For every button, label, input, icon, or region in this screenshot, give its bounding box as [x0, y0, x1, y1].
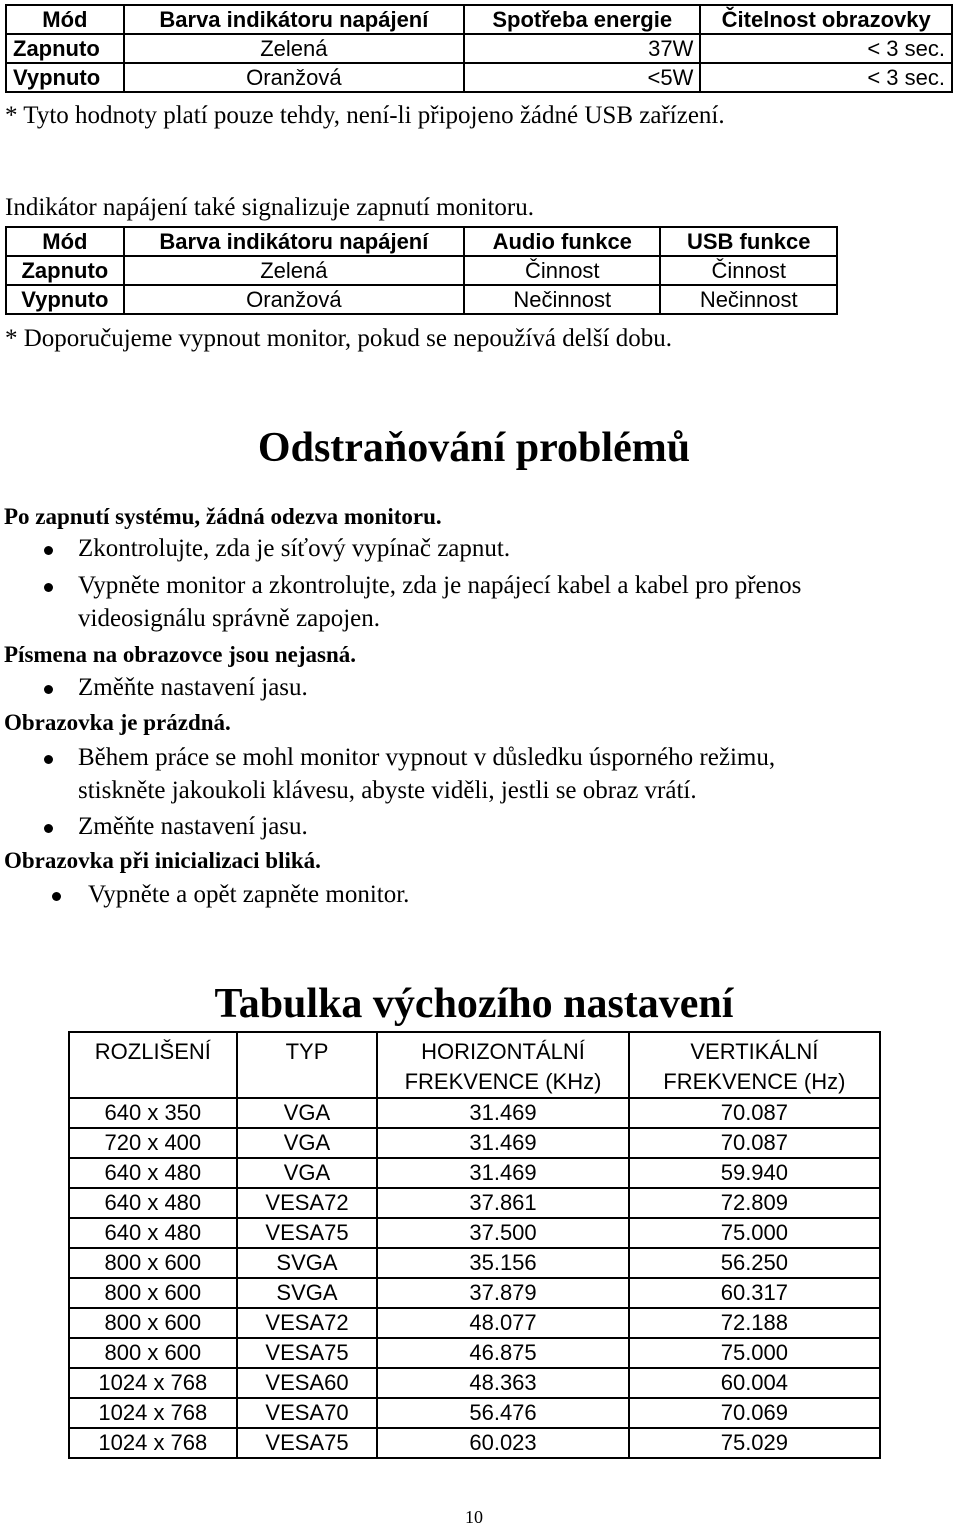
- column-header: Barva indikátoru napájení: [124, 5, 464, 34]
- table-row: [69, 1098, 880, 1128]
- table-header-row: [69, 1032, 880, 1098]
- table-cell: Činnost: [660, 256, 837, 285]
- column-header: Mód: [6, 5, 124, 34]
- table-cell: SVGA: [237, 1248, 378, 1278]
- table-header-row: [6, 5, 952, 34]
- bullet-icon: [52, 892, 61, 901]
- solution-item: Zkontrolujte, zda je síťový vypínač zapnut.: [78, 535, 511, 562]
- table-cell: 31.469: [377, 1098, 628, 1128]
- table-cell: SVGA: [237, 1278, 378, 1308]
- power-off-recommendation: * Doporučujeme vypnout monitor, pokud se nepoužívá delší dobu.: [5, 325, 672, 352]
- table-cell: Činnost: [464, 256, 660, 285]
- table-cell: 72.809: [629, 1188, 880, 1218]
- table-cell: VGA: [237, 1158, 378, 1188]
- problem-heading: Písmena na obrazovce jsou nejasná.: [4, 642, 357, 667]
- table-cell: 72.188: [629, 1308, 880, 1338]
- column-header-horizontal-frequency: HORIZONTÁLNÍ FREKVENCE (KHz): [377, 1032, 628, 1098]
- troubleshooting-title: Odstraňování problémů: [257, 425, 691, 471]
- table-cell: 35.156: [377, 1248, 628, 1278]
- table-cell: 75.000: [629, 1338, 880, 1368]
- bullet-icon: [44, 824, 53, 833]
- table-row: [69, 1128, 880, 1158]
- page-number: 10: [465, 1507, 483, 1527]
- table-cell: 37.879: [377, 1278, 628, 1308]
- table-row: [69, 1368, 880, 1398]
- table-cell: 640 x 480: [69, 1188, 237, 1218]
- solution-item: Vypněte a opět zapněte monitor.: [88, 881, 410, 908]
- table-row: [6, 285, 837, 314]
- table-cell: <5W: [464, 63, 700, 92]
- table-cell: Oranžová: [124, 63, 464, 92]
- table-cell: 800 x 600: [69, 1308, 237, 1338]
- table-cell: 70.087: [629, 1098, 880, 1128]
- column-header: Audio funkce: [464, 227, 660, 256]
- table-row: [69, 1158, 880, 1188]
- column-header: Čitelnost obrazovky: [700, 5, 952, 34]
- table-cell: < 3 sec.: [700, 63, 952, 92]
- table-cell: 31.469: [377, 1158, 628, 1188]
- mode-cell: Zapnuto: [6, 34, 124, 63]
- column-header: Barva indikátoru napájení: [124, 227, 464, 256]
- problem-heading: Obrazovka je prázdná.: [4, 710, 231, 735]
- table-row: [6, 256, 837, 285]
- table-cell: VESA70: [237, 1398, 378, 1428]
- table-cell: 60.317: [629, 1278, 880, 1308]
- table-cell: < 3 sec.: [700, 34, 952, 63]
- column-header-vertical-frequency: VERTIKÁLNÍ FREKVENCE (Hz): [629, 1032, 880, 1098]
- table-cell: 70.069: [629, 1398, 880, 1428]
- bullet-icon: [44, 546, 53, 555]
- power-mode-table-consumption: [5, 4, 953, 93]
- table-cell: 640 x 480: [69, 1218, 237, 1248]
- bullet-icon: [44, 583, 53, 592]
- mode-cell: Vypnuto: [6, 63, 124, 92]
- table-cell: VESA60: [237, 1368, 378, 1398]
- column-header: Spotřeba energie: [464, 5, 700, 34]
- table-row: [69, 1278, 880, 1308]
- table-cell: VESA75: [237, 1428, 378, 1458]
- table-cell: 31.469: [377, 1128, 628, 1158]
- table-cell: Oranžová: [124, 285, 464, 314]
- default-timing-rows: [69, 1098, 880, 1458]
- table-row: [69, 1308, 880, 1338]
- bullet-icon: [44, 685, 53, 694]
- table-cell: 60.023: [377, 1428, 628, 1458]
- table-cell: VESA72: [237, 1308, 378, 1338]
- power-mode-table-functions: [5, 226, 838, 315]
- column-header: USB funkce: [660, 227, 837, 256]
- table-cell: VESA75: [237, 1218, 378, 1248]
- table-cell: 37W: [464, 34, 700, 63]
- table-row: [69, 1338, 880, 1368]
- column-header-resolution: ROZLIŠENÍ: [69, 1032, 237, 1098]
- table-cell: 60.004: [629, 1368, 880, 1398]
- table-cell: 640 x 480: [69, 1158, 237, 1188]
- table-row: [69, 1188, 880, 1218]
- table-cell: 800 x 600: [69, 1278, 237, 1308]
- table-cell: Zelená: [124, 34, 464, 63]
- table-cell: 800 x 600: [69, 1248, 237, 1278]
- solution-item: Změňte nastavení jasu.: [78, 674, 308, 701]
- table-cell: 56.476: [377, 1398, 628, 1428]
- solution-item-continued: videosignálu správně zapojen.: [78, 605, 380, 632]
- table-cell: 75.029: [629, 1428, 880, 1458]
- mode-cell: Vypnuto: [6, 285, 124, 314]
- table-row: [6, 63, 952, 92]
- table-cell: VGA: [237, 1128, 378, 1158]
- solution-item: Změňte nastavení jasu.: [78, 813, 308, 840]
- solution-item: Během práce se mohl monitor vypnout v důsledku úsporného režimu,: [78, 744, 776, 771]
- table-row: [6, 34, 952, 63]
- table-cell: 720 x 400: [69, 1128, 237, 1158]
- table-cell: Nečinnost: [464, 285, 660, 314]
- table-cell: Nečinnost: [660, 285, 837, 314]
- table-cell: 1024 x 768: [69, 1368, 237, 1398]
- default-timing-table: [68, 1031, 881, 1459]
- indicator-intro: Indikátor napájení také signalizuje zapnutí monitoru.: [5, 194, 535, 221]
- column-header: Mód: [6, 227, 124, 256]
- table-cell: Zelená: [124, 256, 464, 285]
- table-row: [69, 1398, 880, 1428]
- table-cell: VESA72: [237, 1188, 378, 1218]
- table-cell: 48.077: [377, 1308, 628, 1338]
- table-cell: 800 x 600: [69, 1338, 237, 1368]
- table-header-row: [6, 227, 837, 256]
- table-cell: 59.940: [629, 1158, 880, 1188]
- column-header-type: TYP: [237, 1032, 378, 1098]
- table-cell: 37.861: [377, 1188, 628, 1218]
- table-cell: 75.000: [629, 1218, 880, 1248]
- table-cell: 48.363: [377, 1368, 628, 1398]
- bullet-icon: [44, 755, 53, 764]
- usb-footnote: * Tyto hodnoty platí pouze tehdy, není-li připojeno žádné USB zařízení.: [5, 102, 725, 129]
- problem-heading: Po zapnutí systému, žádná odezva monitoru.: [4, 504, 442, 529]
- table-cell: 640 x 350: [69, 1098, 237, 1128]
- table-cell: 56.250: [629, 1248, 880, 1278]
- table-cell: 70.087: [629, 1128, 880, 1158]
- solution-item: Vypněte monitor a zkontrolujte, zda je napájecí kabel a kabel pro přenos: [78, 572, 802, 599]
- defaults-title: Tabulka výchozího nastavení: [214, 981, 734, 1027]
- table-cell: 1024 x 768: [69, 1398, 237, 1428]
- table-row: [69, 1248, 880, 1278]
- table-cell: VESA75: [237, 1338, 378, 1368]
- table-cell: 46.875: [377, 1338, 628, 1368]
- mode-cell: Zapnuto: [6, 256, 124, 285]
- table-row: [69, 1428, 880, 1458]
- table-cell: 1024 x 768: [69, 1428, 237, 1458]
- table-cell: 37.500: [377, 1218, 628, 1248]
- solution-item-continued: stiskněte jakoukoli klávesu, abyste viděli, jestli se obraz vrátí.: [78, 777, 697, 804]
- table-row: [69, 1218, 880, 1248]
- table-cell: VGA: [237, 1098, 378, 1128]
- problem-heading: Obrazovka při inicializaci bliká.: [4, 848, 321, 873]
